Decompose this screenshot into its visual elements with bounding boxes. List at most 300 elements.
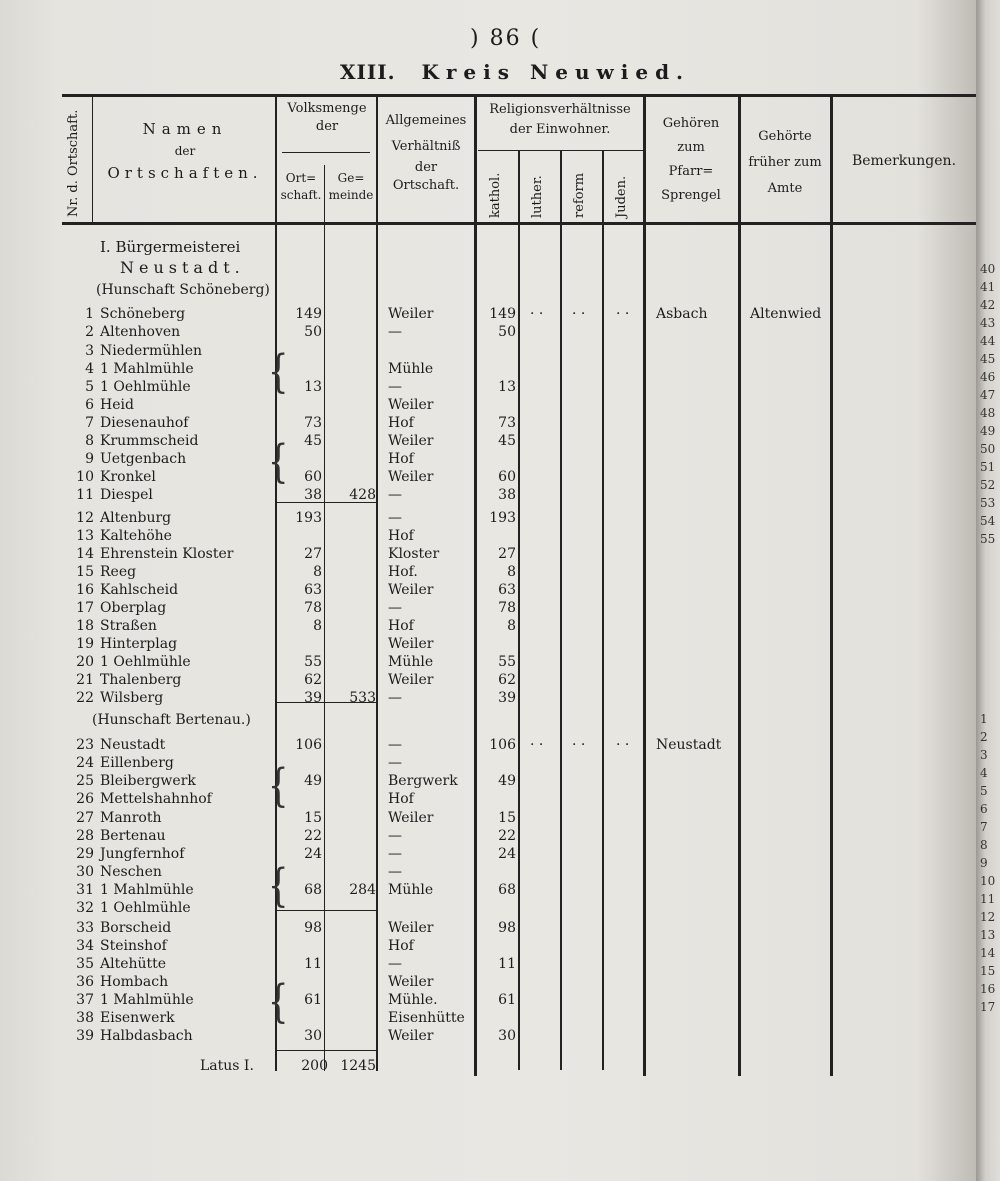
- cell-verh: Weiler: [388, 433, 434, 449]
- cell-no: 36: [76, 974, 94, 990]
- cell-verh: Weiler: [388, 920, 434, 936]
- margin-number: 5: [980, 784, 988, 798]
- cell-kath: 27: [498, 546, 516, 562]
- cell-kath: 30: [498, 1028, 516, 1044]
- header-namen: [100, 118, 270, 184]
- header-allgemeines: [378, 108, 474, 196]
- cell-name: Eisenwerk: [100, 1010, 175, 1026]
- cell-no: 21: [76, 672, 94, 688]
- cell-no: 11: [76, 487, 94, 503]
- cell-verh: Weiler: [388, 974, 434, 990]
- cell-name: Halbdasbach: [100, 1028, 193, 1044]
- margin-number: 40: [980, 262, 996, 276]
- cell-kath: 8: [507, 618, 516, 634]
- cell-name: Altenhoven: [100, 324, 181, 340]
- table-row: [0, 469, 976, 486]
- cell-no: 9: [85, 451, 94, 467]
- margin-number: 8: [980, 838, 988, 852]
- section-hunschaft-1: (Hunschaft Schöneberg): [96, 282, 270, 298]
- cell-no: 4: [85, 361, 94, 377]
- cell-gem: 284: [349, 882, 376, 898]
- header-namen-line3: Ortschaften.: [107, 164, 263, 182]
- header-volk-line1: Volksmenge: [287, 101, 367, 116]
- cell-ort: 30: [304, 1028, 322, 1044]
- cell-ort: 63: [304, 582, 322, 598]
- table-row: [0, 864, 976, 881]
- cell-no: 20: [76, 654, 94, 670]
- cell-no: 37: [76, 992, 94, 1008]
- table-row: [0, 324, 976, 341]
- table-row: [0, 546, 976, 563]
- table-row: [0, 828, 976, 845]
- cell-name: Diespel: [100, 487, 153, 503]
- cell-no: 5: [85, 379, 94, 395]
- cell-no: 24: [76, 755, 94, 771]
- cell-no: 10: [76, 469, 94, 485]
- cell-name: 1 Oehlmühle: [100, 900, 191, 916]
- margin-number: 46: [980, 370, 996, 384]
- margin-number: 45: [980, 352, 996, 366]
- margin-number: 3: [980, 748, 988, 762]
- cell-no: 38: [76, 1010, 94, 1026]
- cell-name: Thalenberg: [100, 672, 182, 688]
- header-pfarr-line2: zum: [677, 140, 705, 155]
- cell-name: Schöneberg: [100, 306, 186, 322]
- cell-verh: —: [388, 510, 402, 526]
- cell-name: Kaltehöhe: [100, 528, 172, 544]
- cell-verh: Weiler: [388, 306, 434, 322]
- cell-no: 6: [85, 397, 94, 413]
- cell-no: 3: [85, 343, 94, 359]
- header-allg-line2: Verhältniß: [391, 139, 461, 154]
- cell-name: Straßen: [100, 618, 157, 634]
- cell-name: Bertenau: [100, 828, 166, 844]
- cell-kath: 50: [498, 324, 516, 340]
- cell-verh: Kloster: [388, 546, 440, 562]
- margin-number: 43: [980, 316, 996, 330]
- table-row: [0, 451, 976, 468]
- margin-number: 10: [980, 874, 996, 888]
- cell-no: 33: [76, 920, 94, 936]
- margin-number: 50: [980, 442, 996, 456]
- header-bemerkungen: Bemerkungen.: [851, 153, 957, 169]
- cell-name: Reeg: [100, 564, 137, 580]
- cell-name: Kahlscheid: [100, 582, 179, 598]
- cell-name: Wilsberg: [100, 690, 164, 706]
- header-religion: [476, 100, 644, 140]
- cell-ort: 106: [295, 737, 322, 753]
- header-volk-line2: der: [315, 119, 339, 134]
- cell-name: Eillenberg: [100, 755, 174, 771]
- table-row: [0, 846, 976, 863]
- cell-kath: 78: [498, 600, 516, 616]
- cell-kath: 15: [498, 810, 516, 826]
- margin-number: 48: [980, 406, 996, 420]
- cell-kath: 45: [498, 433, 516, 449]
- page-title: [340, 60, 690, 84]
- header-top-rule: [62, 94, 976, 97]
- cell-pfarr: Neustadt: [656, 737, 722, 753]
- cell-verh: —: [388, 956, 402, 972]
- cell-verh: Mühle: [388, 654, 434, 670]
- col-rule-nr: [92, 96, 93, 224]
- header-volk-ort: Ort= schaft.: [280, 171, 322, 202]
- table-row: [0, 1010, 976, 1027]
- margin-number: 53: [980, 496, 996, 510]
- margin-number: 2: [980, 730, 988, 744]
- cell-verh: Hof: [388, 451, 414, 467]
- cell-luth: · ·: [530, 737, 544, 753]
- cell-verh: Hof: [388, 618, 414, 634]
- cell-ort: 49: [304, 773, 322, 789]
- header-amt-line3: Amte: [767, 181, 803, 196]
- cell-no: 28: [76, 828, 94, 844]
- cell-kath: 24: [498, 846, 516, 862]
- header-volksmenge: [277, 100, 377, 136]
- margin-number: 1: [980, 712, 988, 726]
- cell-no: 7: [85, 415, 94, 431]
- margin-number: 7: [980, 820, 988, 834]
- cell-ort: 8: [313, 618, 322, 634]
- table-row: [0, 487, 976, 504]
- cell-name: 1 Mahlmühle: [100, 882, 194, 898]
- cell-gem: 533: [349, 690, 376, 706]
- cell-ort: 98: [304, 920, 322, 936]
- header-rel-ref: reform: [572, 172, 587, 218]
- cell-ort: 38: [304, 487, 322, 503]
- cell-kath: 13: [498, 379, 516, 395]
- cell-verh: Weiler: [388, 810, 434, 826]
- brace-2: {: [268, 434, 289, 488]
- cell-verh: Weiler: [388, 469, 434, 485]
- cell-name: 1 Mahlmühle: [100, 361, 194, 377]
- cell-verh: —: [388, 846, 402, 862]
- cell-name: Steinshof: [100, 938, 167, 954]
- latus-rule: [276, 1050, 376, 1051]
- cell-verh: —: [388, 864, 402, 880]
- section-buergermeisterei: I. Bürgermeisterei: [100, 238, 241, 256]
- latus-gem: 1245: [340, 1058, 376, 1074]
- rel-header-rule: [478, 150, 643, 151]
- margin-number: 9: [980, 856, 988, 870]
- cell-kath: 8: [507, 564, 516, 580]
- table-row: [0, 343, 976, 360]
- cell-name: Neschen: [100, 864, 162, 880]
- title-kreis: Kreis Neuwied.: [421, 60, 691, 84]
- cell-name: 1 Oehlmühle: [100, 379, 191, 395]
- header-pfarr-line1: Gehören: [662, 116, 720, 131]
- header-amt-line2: früher zum: [748, 155, 822, 170]
- cell-name: Niedermühlen: [100, 343, 203, 359]
- cell-no: 18: [76, 618, 94, 634]
- header-allg-line3: der: [414, 160, 438, 175]
- margin-number: 54: [980, 514, 996, 528]
- cell-verh: Hof: [388, 528, 414, 544]
- margin-number: 16: [980, 982, 996, 996]
- cell-ort: 39: [304, 690, 322, 706]
- cell-verh: Hof: [388, 415, 414, 431]
- cell-ort: 45: [304, 433, 322, 449]
- cell-name: Bleibergwerk: [100, 773, 196, 789]
- cell-kath: 22: [498, 828, 516, 844]
- table-row: [0, 528, 976, 545]
- margin-number: 55: [980, 532, 996, 546]
- cell-ort: 8: [313, 564, 322, 580]
- cell-ort: 27: [304, 546, 322, 562]
- cell-no: 27: [76, 810, 94, 826]
- cell-no: 35: [76, 956, 94, 972]
- cell-name: Jungfernhof: [100, 846, 185, 862]
- cell-kath: 55: [498, 654, 516, 670]
- table-row: [0, 379, 976, 396]
- volk-header-rule: [282, 152, 370, 153]
- cell-ort: 62: [304, 672, 322, 688]
- table-row: [0, 618, 976, 635]
- cell-no: 15: [76, 564, 94, 580]
- table-row: [0, 956, 976, 973]
- header-namen-line2: der: [174, 144, 196, 158]
- cell-kath: 193: [489, 510, 516, 526]
- cell-verh: Weiler: [388, 397, 434, 413]
- margin-number: 52: [980, 478, 996, 492]
- cell-ort: 24: [304, 846, 322, 862]
- cell-verh: Hof: [388, 791, 414, 807]
- table-row: [0, 992, 976, 1009]
- margin-number: 13: [980, 928, 996, 942]
- brace-1: {: [268, 344, 289, 398]
- cell-ort: 11: [304, 956, 322, 972]
- cell-ort: 22: [304, 828, 322, 844]
- table-row: [0, 900, 976, 917]
- cell-no: 25: [76, 773, 94, 789]
- cell-ort: 193: [295, 510, 322, 526]
- cell-no: 23: [76, 737, 94, 753]
- cell-no: 30: [76, 864, 94, 880]
- cell-no: 16: [76, 582, 94, 598]
- margin-number: 44: [980, 334, 996, 348]
- cell-verh: Hof.: [388, 564, 418, 580]
- cell-no: 39: [76, 1028, 94, 1044]
- cell-verh: —: [388, 755, 402, 771]
- cell-no: 32: [76, 900, 94, 916]
- header-rel-kath: kathol.: [488, 172, 503, 218]
- cell-no: 34: [76, 938, 94, 954]
- cell-no: 22: [76, 690, 94, 706]
- cell-kath: 73: [498, 415, 516, 431]
- latus-ort: 200: [301, 1058, 328, 1074]
- cell-no: 17: [76, 600, 94, 616]
- cell-ort: 68: [304, 882, 322, 898]
- header-pfarr: [644, 112, 738, 208]
- cell-name: 1 Mahlmühle: [100, 992, 194, 1008]
- header-volk-gem: Ge= meinde: [328, 171, 374, 202]
- brace-3: {: [268, 758, 289, 812]
- table-row: [0, 773, 976, 790]
- page-number: ) 86 (: [470, 26, 542, 51]
- cell-kath: 68: [498, 882, 516, 898]
- table-row: [0, 810, 976, 827]
- table-row: [0, 1028, 976, 1045]
- table-row: [0, 654, 976, 671]
- cell-name: Mettelshahnhof: [100, 791, 212, 807]
- cell-verh: —: [388, 737, 402, 753]
- cell-kath: 49: [498, 773, 516, 789]
- cell-luth: · ·: [530, 306, 544, 322]
- margin-number: 15: [980, 964, 996, 978]
- margin-number: 11: [980, 892, 996, 906]
- cell-name: Hinterplag: [100, 636, 178, 652]
- cell-kath: 149: [489, 306, 516, 322]
- cell-name: Altehütte: [100, 956, 167, 972]
- cell-name: Heid: [100, 397, 134, 413]
- header-rel-line1: Religionsverhältnisse: [489, 102, 631, 117]
- table-row: [0, 306, 976, 323]
- table-row: [0, 755, 976, 772]
- table-row: [0, 672, 976, 689]
- margin-number: 4: [980, 766, 988, 780]
- cell-amt: Altenwied: [750, 306, 822, 322]
- brace-5: {: [268, 974, 289, 1028]
- cell-kath: 63: [498, 582, 516, 598]
- cell-no: 13: [76, 528, 94, 544]
- header-nr: Nr. d. Ortschaft.: [66, 109, 81, 217]
- header-amt-line1: Gehörte: [758, 129, 812, 144]
- cell-no: 26: [76, 791, 94, 807]
- table-row: [0, 361, 976, 378]
- table-row: [0, 636, 976, 653]
- title-roman: XIII.: [340, 60, 396, 84]
- table-row: [0, 433, 976, 450]
- brace-4: {: [268, 858, 289, 912]
- cell-name: Kronkel: [100, 469, 156, 485]
- cell-kath: 106: [489, 737, 516, 753]
- cell-jud: · ·: [616, 306, 630, 322]
- table-row: [0, 791, 976, 808]
- cell-ref: · ·: [572, 737, 586, 753]
- cell-ort: 50: [304, 324, 322, 340]
- margin-number: 12: [980, 910, 996, 924]
- cell-kath: 38: [498, 487, 516, 503]
- cell-no: 1: [85, 306, 94, 322]
- cell-ref: · ·: [572, 306, 586, 322]
- cell-verh: Weiler: [388, 582, 434, 598]
- cell-name: Diesenauhof: [100, 415, 189, 431]
- cell-verh: Weiler: [388, 1028, 434, 1044]
- cell-ort: 15: [304, 810, 322, 826]
- margin-number: 41: [980, 280, 996, 294]
- cell-name: Manroth: [100, 810, 162, 826]
- margin-number: 49: [980, 424, 996, 438]
- cell-kath: 60: [498, 469, 516, 485]
- table-row: [0, 582, 976, 599]
- header-allg-line1: Allgemeines: [385, 113, 467, 128]
- cell-kath: 11: [498, 956, 516, 972]
- cell-name: Hombach: [100, 974, 169, 990]
- margin-number: 42: [980, 298, 996, 312]
- margin-number: 14: [980, 946, 996, 960]
- cell-no: 14: [76, 546, 94, 562]
- cell-no: 12: [76, 510, 94, 526]
- cell-ort: 55: [304, 654, 322, 670]
- header-allg-line4: Ortschaft.: [392, 178, 460, 193]
- header-rel-jud: Juden.: [614, 175, 629, 218]
- table-row: [0, 415, 976, 432]
- cell-name: Borscheid: [100, 920, 172, 936]
- table-row: [0, 882, 976, 899]
- table-row: [0, 600, 976, 617]
- cell-ort: 13: [304, 379, 322, 395]
- table-row: [0, 510, 976, 527]
- cell-verh: Eisenhütte: [388, 1010, 465, 1026]
- table-row: [0, 920, 976, 937]
- header-rel-line2: der Einwohner.: [509, 122, 611, 137]
- cell-verh: Weiler: [388, 672, 434, 688]
- cell-no: 29: [76, 846, 94, 862]
- cell-verh: Hof: [388, 938, 414, 954]
- cell-verh: —: [388, 690, 402, 706]
- cell-name: Krummscheid: [100, 433, 199, 449]
- latus-label: Latus I.: [200, 1058, 254, 1074]
- cell-verh: —: [388, 600, 402, 616]
- cell-name: Uetgenbach: [100, 451, 187, 467]
- header-namen-line1: Namen: [142, 120, 228, 138]
- cell-name: Ehrenstein Kloster: [100, 546, 234, 562]
- cell-ort: 61: [304, 992, 322, 1008]
- section-buergermeisterei-name: Neustadt.: [120, 258, 245, 277]
- cell-gem: 428: [349, 487, 376, 503]
- cell-kath: 62: [498, 672, 516, 688]
- cell-verh: —: [388, 324, 402, 340]
- cell-pfarr: Asbach: [656, 306, 708, 322]
- cell-ort: 60: [304, 469, 322, 485]
- cell-name: Altenburg: [100, 510, 172, 526]
- cell-verh: Mühle: [388, 361, 434, 377]
- cell-name: 1 Oehlmühle: [100, 654, 191, 670]
- header-rel-luth: luther.: [530, 175, 545, 218]
- cell-no: 2: [85, 324, 94, 340]
- section-hunschaft-2: (Hunschaft Bertenau.): [92, 712, 251, 728]
- table-row: [0, 690, 976, 707]
- cell-ort: 78: [304, 600, 322, 616]
- margin-number: 17: [980, 1000, 996, 1014]
- cell-name: Neustadt: [100, 737, 166, 753]
- cell-kath: 61: [498, 992, 516, 1008]
- cell-verh: Mühle.: [388, 992, 438, 1008]
- cell-verh: Mühle: [388, 882, 434, 898]
- table-row: [0, 397, 976, 414]
- header-amt: [740, 124, 830, 202]
- cell-no: 19: [76, 636, 94, 652]
- margin-number: 47: [980, 388, 996, 402]
- cell-verh: Bergwerk: [388, 773, 458, 789]
- table-row: [0, 974, 976, 991]
- table-row: [0, 737, 976, 754]
- cell-name: Oberplag: [100, 600, 167, 616]
- cell-ort: 73: [304, 415, 322, 431]
- cell-jud: · ·: [616, 737, 630, 753]
- cell-no: 31: [76, 882, 94, 898]
- cell-verh: Weiler: [388, 636, 434, 652]
- cell-verh: —: [388, 828, 402, 844]
- table-row: [0, 938, 976, 955]
- margin-number: 51: [980, 460, 996, 474]
- cell-no: 8: [85, 433, 94, 449]
- cell-verh: —: [388, 379, 402, 395]
- cell-ort: 149: [295, 306, 322, 322]
- cell-kath: 98: [498, 920, 516, 936]
- margin-number: 6: [980, 802, 988, 816]
- cell-kath: 39: [498, 690, 516, 706]
